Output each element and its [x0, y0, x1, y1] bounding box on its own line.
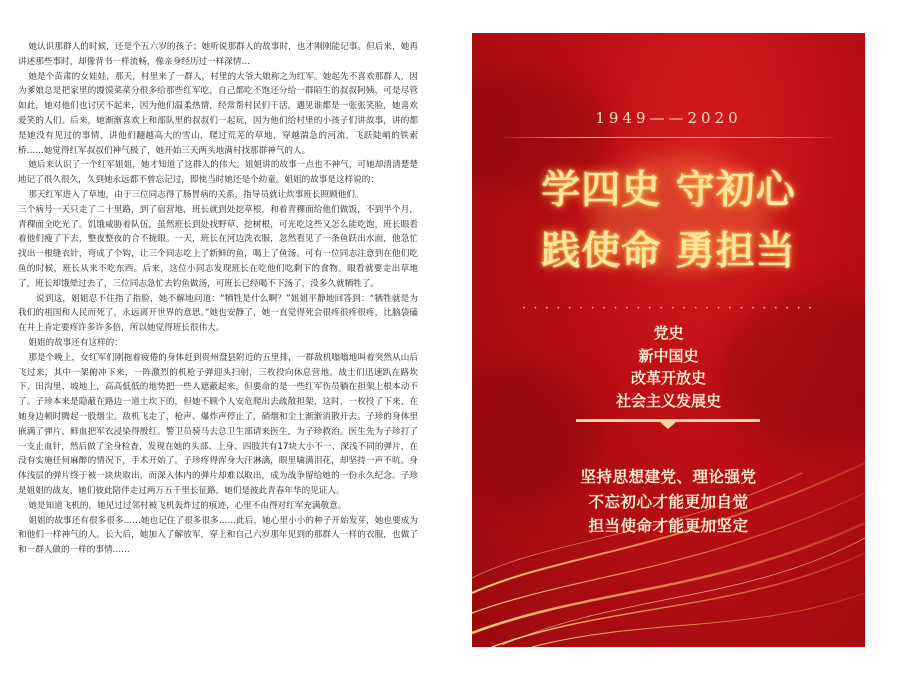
story-paragraph: 三个病号一天只走了二十里路，到了宿营地，班长就到处挖草根，和着青稞面给他们做饭，不到半个月，青稞面全吃光了。饥饿威胁着队伍，虽然班长到处找野草、挖树根，可光吃这些又怎么能吃饱，班长眼看着他们瘦了下去，整夜整夜的合不拢眼。一天，班长在河边洗衣服，忽然看见了一条鱼跃出水面，他急忙找出一根缝衣针，弯成了个钩，让三个同志吃上了新鲜的鱼，喝上了鱼汤。可有一位同志注意到在他们吃鱼的时候，班长从来不吃东西。后来，这位小同志发现班长在吃他们吃剩下的食物。眼看就要走出草地了，班长却饿晕过去了，三位同志急忙去钓鱼做汤，可班长已经喝不下汤了，没多久就牺牲了。	[18, 204, 418, 289]
topic-item: 新中国史	[638, 346, 699, 365]
story-paragraph: 她是知道飞机的，她见过过邻村被飞机轰炸过的痕迹，心里不由得对红军充满敬意。	[28, 500, 347, 511]
topic-item: 改革开放史	[630, 369, 706, 387]
poster	[472, 33, 865, 647]
story-paragraph: 她是个苗肃的女娃娃，那天，村里来了一群人，村里的大爷大娘称之为红军。她起先不喜欢那群人，因为爹娘总是把家里的馒馍菜菜分很多给那些红军吃，自己都吃不饱还分给一群陌生的叔叔阿姨，可是尽管如此，她对他们也讨厌不起来，因为他们温柔热情，经常帮村民们干活，遇见谁都是一张张笑脸，她喜欢爱笑的人们。后来，她渐渐喜欢上和部队里的叔叔们一起玩，因为他们给村里的小孩子们讲故事，讲的都是她没有见过的事情，讲他们翻越高大的雪山，爬过荒芜的草地，穿越湍急的河流，飞跃陡峭的铁索桥……她觉得红军叔叔们神气极了，她开始三天两头地满村找那群神气的人。	[18, 71, 418, 156]
poster-years: 1949——2020	[595, 109, 742, 127]
story-paragraph: 那天红军进入了草地，由于三位同志得了肠胃病的关系，指导员就让炊事班长照顾他们。	[28, 189, 364, 200]
story-paragraph: 她后来认识了一个红军姐姐，她才知道了这群人的伟大。姐姐讲的故事一点也不神气，可她却清清楚楚地记了很久很久，久到她永远都不曾忘记过，即使当时她还是个幼童。姐姐的故事是这样说的：	[18, 160, 418, 186]
bottom-slogan-line: 坚持思想建党、理论强党	[580, 467, 757, 486]
story-paragraph: 姐姐的故事还有这样的：	[28, 337, 123, 348]
bottom-slogan-line: 担当使命才能更加坚定	[588, 516, 749, 535]
slogan-line-1: 学四史 守初心	[541, 167, 796, 213]
bottom-slogans	[472, 465, 865, 539]
story-paragraph: 说到这，姐姐忍不住指了指脸，她不解地问道：“牺牲是什么啊？”姐姐平静地回答到：“牺牲就是为我们的祖国和人民而死了，永远离开世界的意思。”她也安静了，她一直觉得死会很疼很疼很疼，比脑袋磕在井上肯定要疼许多许多倍，所以她觉得班长很伟大。	[18, 293, 418, 334]
topics-list	[472, 322, 865, 412]
story-paragraph: 她认识那群人的时候，还是个五六岁的孩子；她听说那群人的故事时，也才刚刚能记事。但后来，她再讲述那些事时，却像背书一样流畅，像亲身经历过一样深情…	[18, 42, 418, 67]
topic-item: 党史	[653, 324, 684, 342]
ribbon-pointer	[660, 422, 676, 429]
dotted-divider: • • • • • • • • • • • • • • • • • • • • • • • • • •	[522, 305, 815, 312]
divider-line	[498, 137, 839, 138]
topic-item: 社会主义发展史	[615, 391, 721, 410]
story-paragraph: 那是个晚上，女红军们刚拖着疲倦的身体赶到贵州盘县附近的五里排，一群敌机嗡嗡地叫着突然从山后飞过来，其中一架俯冲下来，一阵激烈的机枪子弹迎头扫射，三枚投向休息营地。战士们迅速趴在路坎下、田沟里、坡地上，高高低低的地势把一些人遮蔽起来，但要命的是一些红军伤员躺在担架上根本动不了。子珍本来是隐蔽在路边一道土坎下的，但她不顾个人安危爬出去疏散担架，这时，一枚投了下来，在她身边顿时腾起一股烟尘。敌机飞走了，枪声、爆炸声停止了，硝烟和尘土渐渐消散开去。子珍的身体里嵌满了弹片，鲜血把军衣浸染得殷红。警卫员骑马去总卫生部请来医生，为子珍救治。医生先为子珍打了一支止血针，然后做了全身检查，发现在她的头部、上身、四肢共有17块大小不一、深浅不同的弹片，在没有实施任何麻醉的情况下，手术开始了。子珍疼得浑身大汗淋漓，眼里噙满泪花，却坚持一声不吭。身体浅层的弹片终于被一块块取出，而深入体内的弹片却难以取出，成为战争留给她的一份永久纪念。子珍是姐姐的战友，她们彼此陪伴走过两万五千里长征路，她们是彼此青春年华的见证人。	[18, 352, 418, 496]
slogan-line-2: 践使命 勇担当	[541, 228, 796, 274]
story-text-column	[18, 40, 418, 558]
bottom-slogan-line: 不忘初心才能更加自觉	[588, 491, 749, 511]
story-paragraph: 姐姐的故事还有很多很多……她也记住了很多很多……此后，她心里小小的种子开始发芽，她也要成为和他们一样神气的人。长大后，她加入了解放军，穿上和自己六岁那年见到的那群人一样的衣服，也做了和一群人做的一样的事情……	[18, 515, 418, 556]
